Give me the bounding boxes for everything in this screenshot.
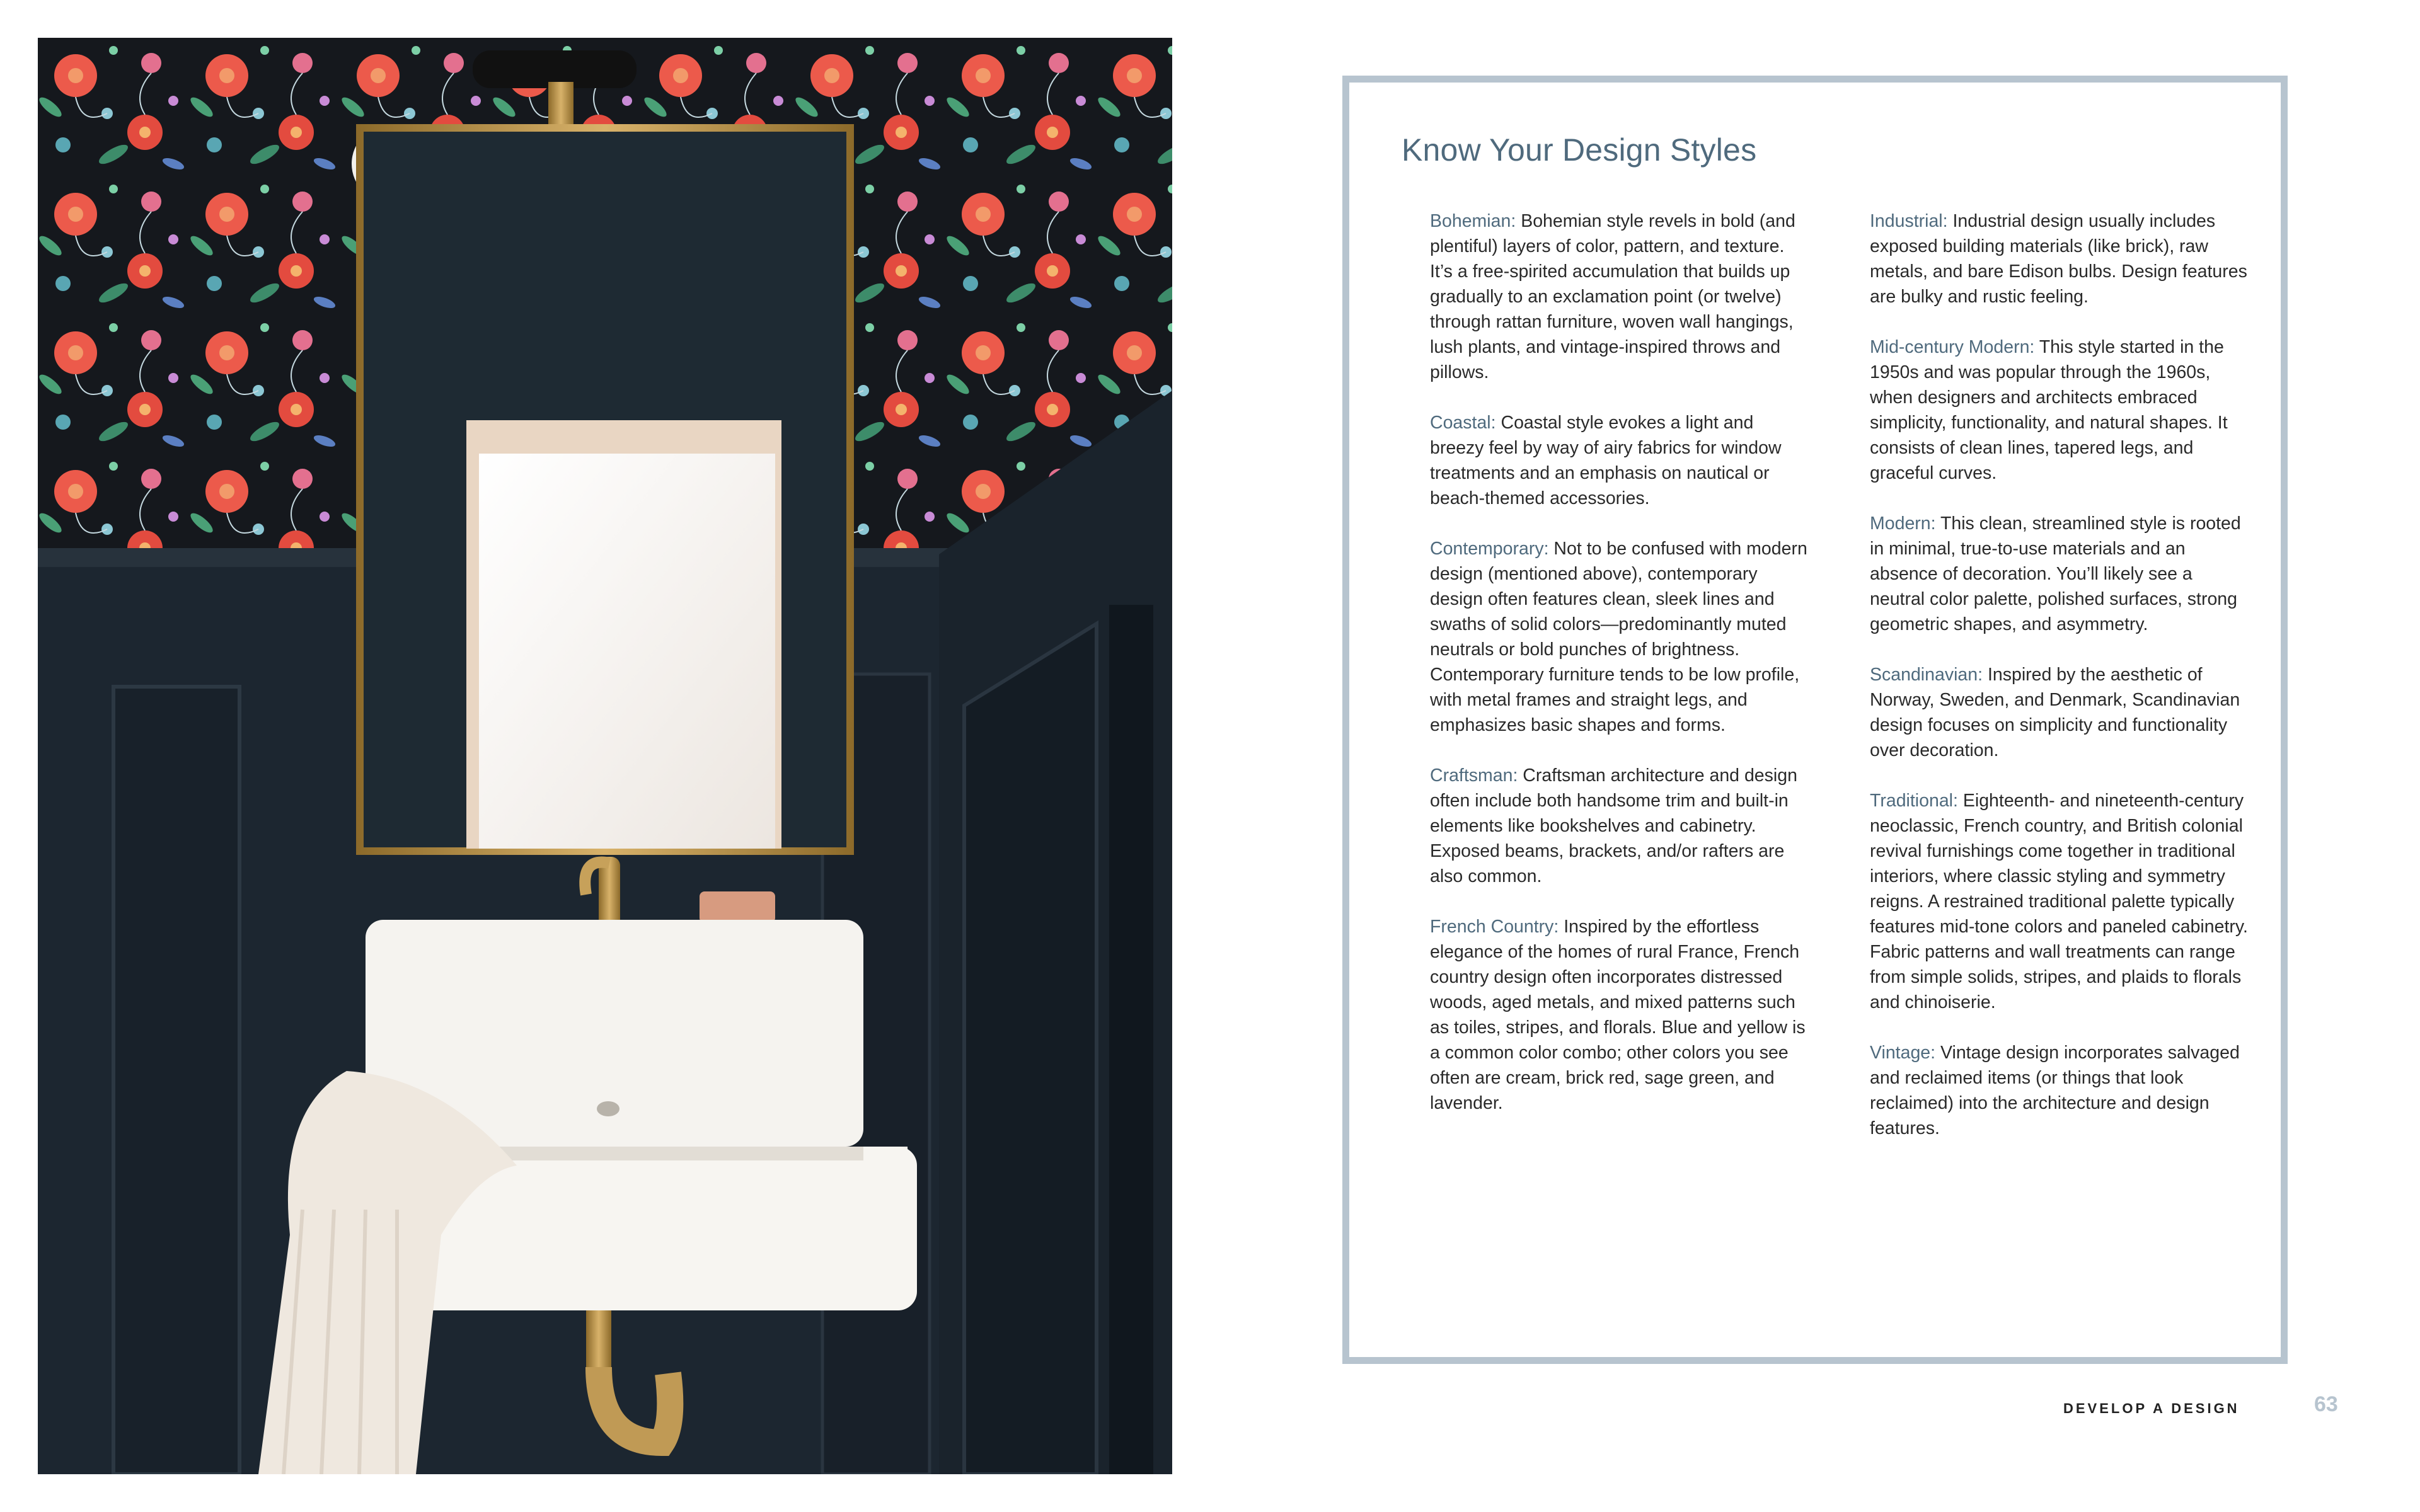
style-entry-bohemian [1430, 209, 1808, 385]
style-term: Coastal: [1430, 413, 1496, 433]
style-description: This style started in the 1950s and was popular through the 1960s, when designers and architects embraced simplicity, functionality, and natural shapes. It consists of clean lines, tapered legs, and graceful curves. [1870, 337, 2228, 483]
style-description: Craftsman architecture and design often include both handsome trim and built-in elements like bookshelves and cabinetry. Exposed beams, brackets, and/or rafters are also common. [1430, 765, 1797, 886]
style-description: Coastal style evokes a light and breezy feel by way of airy fabrics for window treatments and an emphasis on nautical or beach-themed accessories. [1430, 413, 1782, 508]
style-entry-scandinavian [1870, 662, 2248, 763]
right-column [1870, 209, 2248, 1166]
style-entry-french-country [1430, 914, 1808, 1116]
style-entry-industrial [1870, 209, 2248, 309]
style-term: Traditional: [1870, 791, 1958, 811]
style-description: Not to be confused with modern design (mentioned above), contemporary design often features clean, sleek lines and swaths of solid colors—predominantly muted neutrals or bold punches of brightness. Contemporary furniture tends to be low profile, with metal frames and straight legs, and emphasizes basic shapes and forms. [1430, 539, 1807, 735]
style-entry-vintage [1870, 1040, 2248, 1141]
style-description: Bohemian style revels in bold (and plentiful) layers of color, pattern, and texture. It’s a free-spirited accumulation that builds up gradually to an exclamation point (or twelve) through rattan furniture, woven wall hangings, lush plants, and vintage-inspired throws and pillows. [1430, 211, 1795, 382]
style-term: Bohemian: [1430, 211, 1516, 231]
style-description: Inspired by the effortless elegance of the homes of rural France, French country design often incorporates distressed woods, aged metals, and mixed patterns such as toiles, stripes, and florals. Blue and yellow is a common color combo; other colors you see often are cream, brick red, sage green, and lavender. [1430, 917, 1806, 1113]
style-entry-coastal [1430, 410, 1808, 511]
style-entry-craftsman [1430, 763, 1808, 889]
style-term: French Country: [1430, 917, 1559, 937]
running-head: DEVELOP A DESIGN [2063, 1400, 2240, 1416]
bathroom-photo [38, 38, 1172, 1474]
style-term: Contemporary: [1430, 539, 1549, 559]
style-entry-traditional [1870, 788, 2248, 1015]
style-description: Inspired by the aesthetic of Norway, Sweden, and Denmark, Scandinavian design focuses on simplicity and functionality over decoration. [1870, 665, 2240, 760]
style-entry-mid-century-modern [1870, 335, 2248, 486]
style-entry-contemporary [1430, 536, 1808, 738]
style-term: Mid-century Modern: [1870, 337, 2035, 357]
sidebar-title: Know Your Design Styles [1402, 132, 1757, 168]
style-description: This clean, streamlined style is rooted in minimal, true-to-use materials and an absence of decoration. You’ll likely see a neutral color palette, polished surfaces, strong geometric shapes, and asymmetry. [1870, 513, 2241, 634]
style-description: Vintage design incorporates salvaged and reclaimed items (or things that look reclaimed) into the architecture and design features. [1870, 1043, 2240, 1138]
page-number: 63 [2314, 1392, 2338, 1416]
design-styles-sidebar [1342, 76, 2288, 1364]
style-term: Scandinavian: [1870, 665, 1983, 685]
style-term: Craftsman: [1430, 765, 1518, 786]
style-term: Industrial: [1870, 211, 1948, 231]
style-entry-modern [1870, 511, 2248, 637]
style-description: Eighteenth- and nineteenth-century neoclassic, French country, and British colonial revival furnishings come together in traditional interiors, where classic styling and symmetry reigns. A restrained traditional palette typically features mid-tone colors and paneled cabinetry. Fabric patterns and wall treatments can range from simple solids, stripes, and plaids to florals and chinoiserie. [1870, 791, 2248, 1012]
style-term: Vintage: [1870, 1043, 1936, 1063]
style-description: Industrial design usually includes exposed building materials (like brick), raw metals, and bare Edison bulbs. Design features are bulky and rustic feeling. [1870, 211, 2247, 307]
left-column [1430, 209, 1808, 1141]
style-term: Modern: [1870, 513, 1936, 534]
